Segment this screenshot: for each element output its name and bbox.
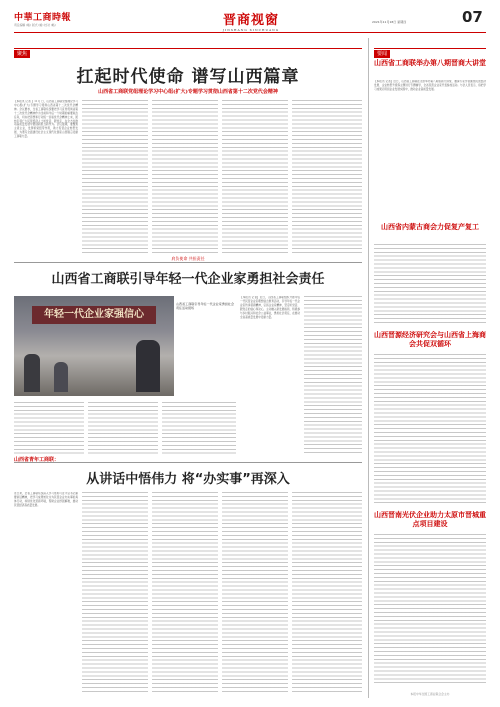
- second-body-col-1: 连日来，全省工商联系统深入学习贯彻习近平总书记重要讲话精神，把学习成果转化为为民营企业办实事的具体行动，持续优化营商环境，帮助企业纾困解难，推动民营经济高质量发展。: [14, 492, 78, 507]
- right-section-tag: [374, 40, 390, 59]
- feature-top-rule: [14, 262, 362, 263]
- lead-body-col-4: [222, 100, 288, 253]
- second-top-rule: [14, 462, 362, 463]
- feature-photo: [14, 296, 174, 396]
- person-silhouette: [24, 354, 40, 392]
- second-title: 从讲话中悟伟力 将“办实事”再深入: [86, 472, 290, 487]
- lead-title: 扛起时代使命 谱写山西篇章: [76, 67, 300, 87]
- paper-logo: 中華工商時報: [14, 13, 72, 23]
- lead-body-col-1: 【本报讯 记者 】11月 日，山西省工商联党组理论学习中心组(扩大)专题学习贯彻山西省第十二次党代会精神。会议要求，全省工商联系统要把学习宣传贯彻省第十二次党代会精神作为当前和今后一个时期的重要政治任务，切实把思想和行动统一到省党代会精神上来，团结引领广大民营经济人士听党话、跟党走，在全方位推动高质量发展中展现新担当新作为。会议强调，要聚焦主责主业，发挥桥梁纽带作用，助力民营企业转型发展，为谱写全面建设社会主义现代化国家山西篇章贡献工商联力量。: [14, 100, 78, 139]
- section-pinyin: JINSHANG XINCHUANG: [222, 28, 280, 32]
- mid-kicker-text: 肩负使命 共担责任: [171, 256, 205, 261]
- second-body-col-5: [292, 492, 362, 692]
- left-tag-rule: [14, 48, 362, 49]
- sidebar-item-3-body: [374, 354, 486, 504]
- feature-body-col-2: [304, 296, 362, 456]
- lead-body-col-5: [292, 100, 362, 253]
- masthead-meta: 责任编辑 (略) 版式 (略) 校对 (略): [14, 23, 56, 27]
- page-number: 07: [462, 8, 483, 26]
- second-body-col-4: [222, 492, 288, 692]
- footer-note: 本报中华全国工商业联合会主办: [410, 692, 450, 696]
- right-tag-rule: [374, 48, 486, 49]
- lead-body-col-3: [152, 100, 218, 253]
- section-name: 晋商视窗: [222, 13, 279, 28]
- feature-subheader: 山西省青年工商联：: [14, 457, 60, 463]
- sidebar-item-2-body: [374, 244, 486, 324]
- lead-body-col-2: [82, 100, 148, 253]
- feature-title: 山西省工商联引导年轻一代企业家勇担社会责任: [51, 272, 325, 287]
- sidebar-item-3-title: 山西晋源经济研究会与山西省上海商会共促双循环: [374, 330, 486, 348]
- left-section-tag: [14, 40, 30, 59]
- feature-lower-col-1: [14, 402, 84, 454]
- sidebar-item-1-title: 山西省工商联举办第八期晋商大讲堂: [374, 58, 486, 67]
- date-line: 2021年11月18日 星期四: [372, 20, 407, 24]
- left-section-label: 聚焦: [14, 50, 30, 58]
- feature-lower-col-2: [88, 402, 158, 454]
- sidebar-item-4-title: 山西晋南光伏企业助力太原市晋城重点项目建设: [374, 510, 486, 528]
- photo-banner: 年轻一代企业家强信心: [32, 306, 156, 324]
- masthead-rule: [14, 32, 486, 33]
- feature-body-col-1: 【本报讯 记者】近日，山西省工商联组织开展年轻一代民营企业家理想信念教育活动，引导年轻一代企业家传承晋商精神，弘扬企业家精神，坚定听党话、跟党走的信心和决心，主动融入新发展格局，积极参与乡村振兴和社会公益事业，勇担社会责任，在推动全省高质量发展中贡献力量。: [240, 296, 300, 319]
- right-section-label: 要闻: [374, 50, 390, 58]
- sidebar-item-4-body: [374, 534, 486, 684]
- sidebar-item-2-title: 山西省内蒙古商会力促复产复工: [381, 222, 479, 231]
- person-silhouette: [54, 362, 68, 392]
- second-body-col-2: [82, 492, 148, 692]
- speaker-silhouette: [136, 340, 160, 392]
- sidebar-item-1-body: 【本报讯 记者】近日，山西省工商联在太原举办第八期晋商大讲堂，邀请专家学者围绕民营经济发展、企业转型升级等主题进行专题辅导，全省民营企业家代表参加活动。与会人员表示，将把学习成果运用到企业发展实践中，推动企业高质量发展。: [374, 80, 486, 91]
- section-masthead: [196, 9, 306, 32]
- photo-caption: 山西省工商联引导年轻一代企业家勇担社会责任活动现场: [176, 302, 234, 311]
- sidebar-divider: [368, 38, 369, 698]
- lead-subtitle: 山西省工商联党组理论学习中心组(扩大)专题学习贯彻山西省第十二次党代会精神: [98, 89, 278, 95]
- second-body-col-3: [152, 492, 218, 692]
- feature-lower-col-3: [162, 402, 236, 454]
